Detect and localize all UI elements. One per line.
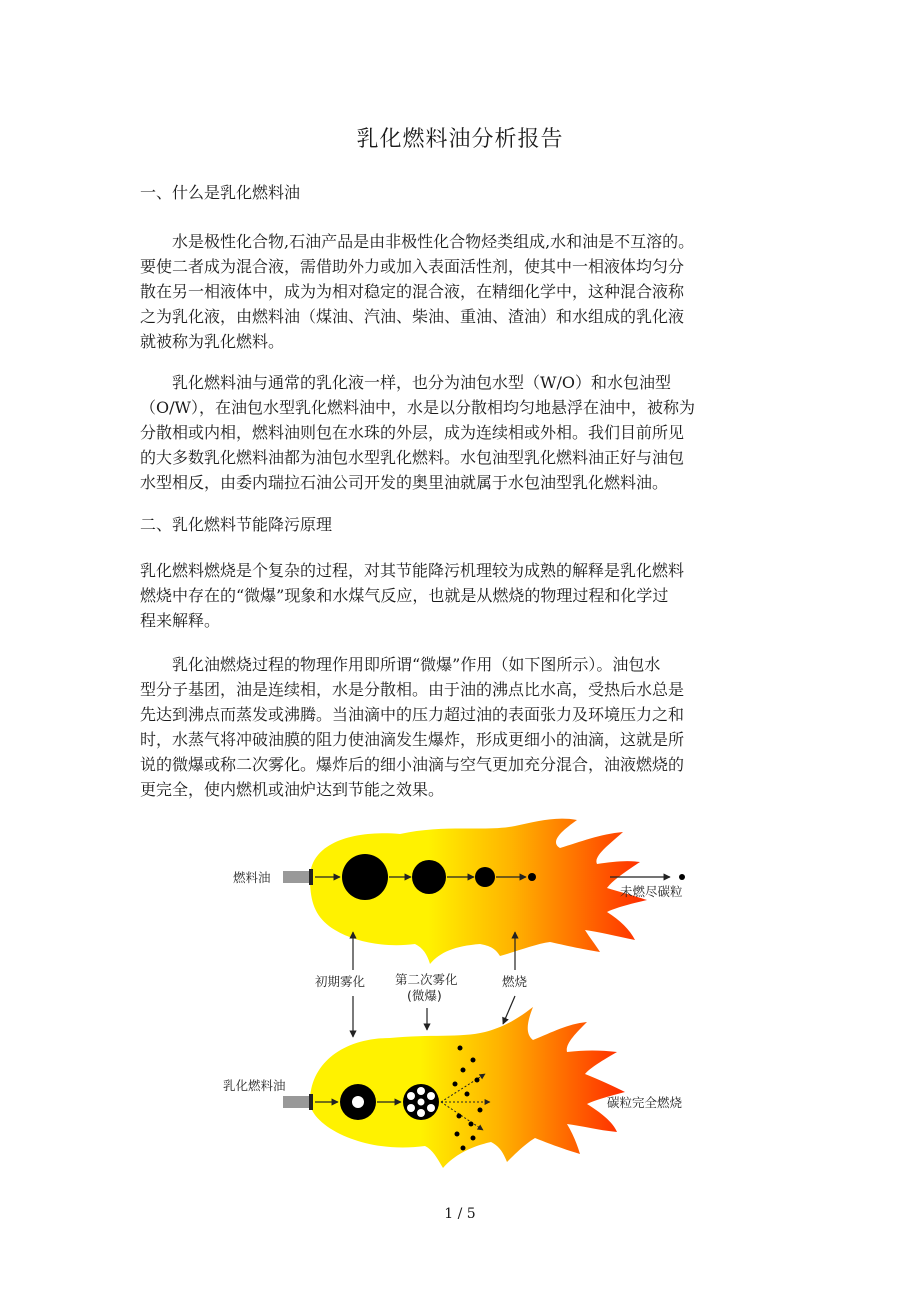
bottom-input-label: 乳化燃料油 bbox=[223, 1078, 286, 1093]
text-line: （O/W），在油包水型乳化燃料油中，水是以分散相均匀地悬浮在油中，被称为 bbox=[140, 398, 695, 417]
text-line: 乳化燃料油与通常的乳化液一样，也分为油包水型（W/O）和水包油型 bbox=[140, 373, 671, 392]
text-line: 散在另一相液体中，成为为相对稳定的混合液，在精细化学中，这种混合液称 bbox=[140, 282, 685, 301]
oil-drop-medium bbox=[412, 860, 446, 894]
text-line: 要使二者成为混合液，需借助外力或加入表面活性剂，使其中一相液体均匀分 bbox=[140, 257, 685, 276]
text-line: 之为乳化液，由燃料油（煤油、汽油、柴油、重油、渣油）和水组成的乳化液 bbox=[140, 307, 685, 326]
text-line: 的大多数乳化燃料油都为油包水型乳化燃料。水包油型乳化燃料油正好与油包 bbox=[140, 448, 685, 467]
section-heading-1: 一、什么是乳化燃料油 bbox=[140, 183, 301, 202]
text-line: 程来解释。 bbox=[140, 611, 221, 630]
text-line: 燃烧中存在的“微爆”现象和水煤气反应，也就是从燃烧的物理过程和化学过 bbox=[140, 586, 669, 605]
paragraph bbox=[140, 229, 785, 354]
text-line: 乳化油燃烧过程的物理作用即所谓“微爆”作用（如下图所示）。油包水 bbox=[140, 655, 661, 674]
paragraph bbox=[140, 370, 785, 495]
unburnt-carbon-particle bbox=[679, 874, 685, 880]
bottom-output-label: 碳粒完全燃烧 bbox=[607, 1095, 683, 1110]
top-input-label: 燃料油 bbox=[233, 870, 271, 885]
document-title: 乳化燃料油分析报告 bbox=[356, 127, 564, 152]
oil-drop-large bbox=[342, 854, 388, 900]
text-line: 说的微爆或称二次雾化。爆炸后的细小油滴与空气更加充分混合，油液燃烧的 bbox=[140, 755, 685, 774]
text-line: 水是极性化合物,石油产品是由非极性化合物烃类组成,水和油是不互溶的。 bbox=[140, 232, 695, 251]
oil-drop-small bbox=[475, 867, 495, 887]
micro-explosion-label: (微爆) bbox=[407, 988, 442, 1003]
page-number: 1 / 5 bbox=[444, 1206, 476, 1222]
text-line: 先达到沸点而蒸发或沸腾。当油滴中的压力超过油的表面张力及环境压力之和 bbox=[140, 705, 685, 724]
top-input-nozzle bbox=[283, 871, 311, 883]
text-line: 水型相反，由委内瑞拉石油公司开发的奥里油就属于水包油型乳化燃料油。 bbox=[140, 473, 669, 492]
bottom-input-nozzle bbox=[283, 1096, 311, 1108]
text-line: 乳化燃料燃烧是个复杂的过程，对其节能降污机理较为成熟的解释是乳化燃料 bbox=[140, 561, 685, 580]
text-line: 分散相或内相，燃料油则包在水珠的外层，成为连续相或外相。我们目前所见 bbox=[140, 423, 685, 442]
text-line: 时，水蒸气将冲破油膜的阻力使油滴发生爆炸，形成更细小的油滴，这就是所 bbox=[140, 730, 685, 749]
combustion-diagram bbox=[215, 812, 715, 1182]
micro-explosion-figure bbox=[215, 812, 715, 1182]
oil-drop-tiny bbox=[528, 873, 536, 881]
second-atomization-label: 第二次雾化 bbox=[395, 972, 458, 987]
text-line: 型分子基团，油是连续相，水是分散相。由于油的沸点比水高，受热后水总是 bbox=[140, 680, 685, 699]
section-heading-2: 二、乳化燃料节能降污原理 bbox=[140, 515, 333, 534]
paragraph bbox=[140, 652, 785, 802]
paragraph bbox=[140, 558, 785, 633]
initial-atomization-label: 初期雾化 bbox=[315, 974, 366, 989]
text-line: 就被称为乳化燃料。 bbox=[140, 332, 285, 351]
text-line: 更完全，使内燃机或油炉达到节能之效果。 bbox=[140, 780, 445, 799]
combustion-label: 燃烧 bbox=[502, 974, 528, 989]
top-output-label: 未燃尽碳粒 bbox=[620, 884, 683, 899]
